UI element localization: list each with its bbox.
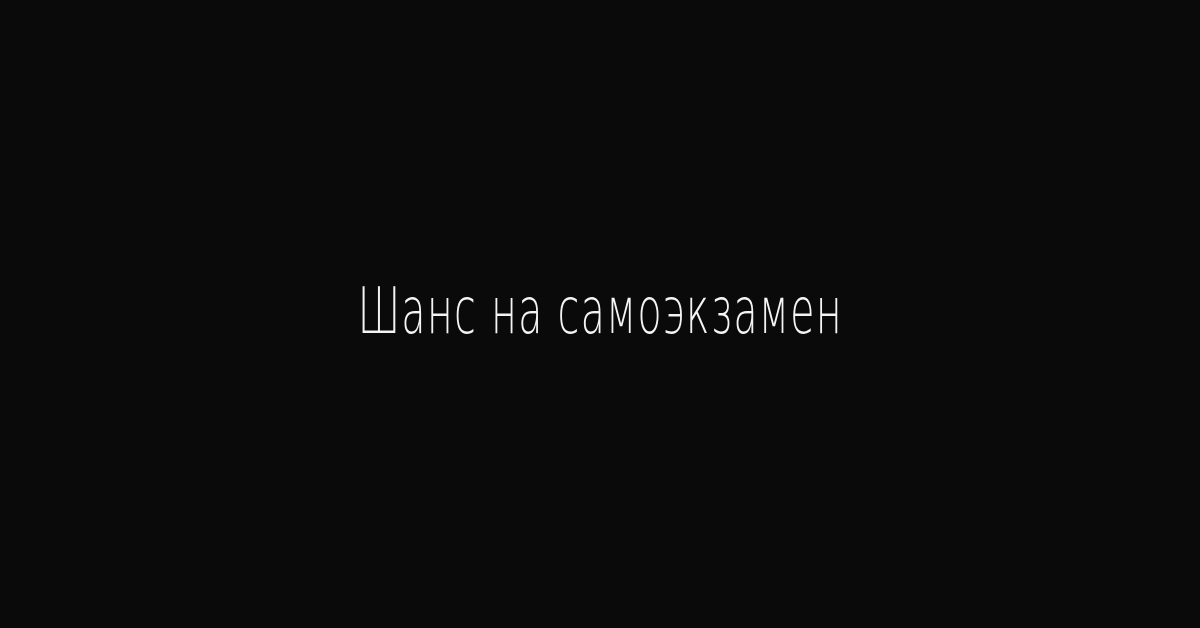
banner-title: Шанс на самоэкзамен bbox=[357, 275, 843, 349]
